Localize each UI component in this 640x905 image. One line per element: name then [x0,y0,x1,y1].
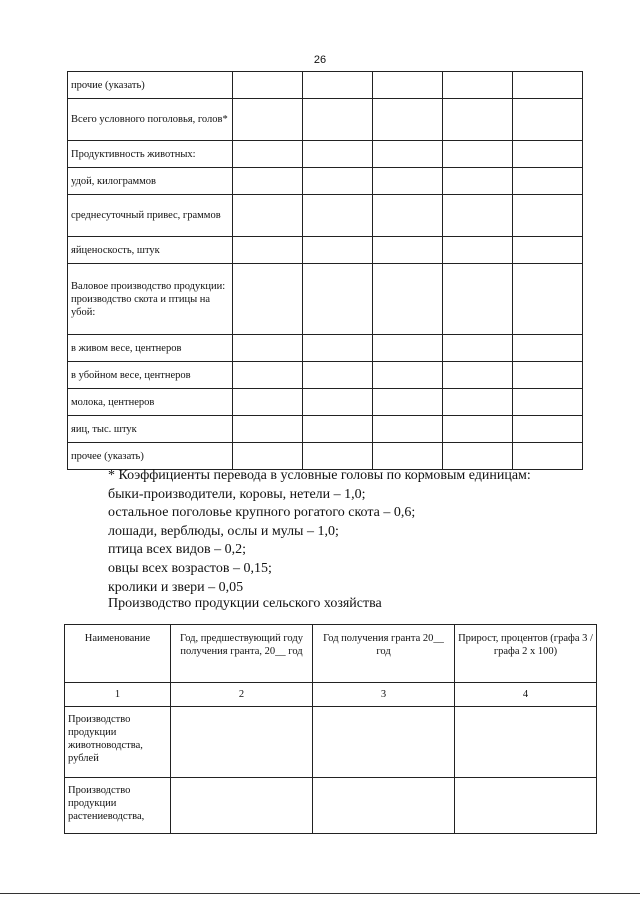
table-row [68,335,583,362]
row-label: яиц, тыс. штук [68,416,233,443]
note-line: овцы всех возрастов – 0,15; [108,560,272,576]
table-row [68,141,583,168]
column-header: Наименование [65,625,171,683]
table-row [68,416,583,443]
row-label: удой, килограммов [68,168,233,195]
table-row [68,237,583,264]
row-label: Производство продукции животноводства, рублей [65,707,171,778]
table-row [65,778,597,834]
column-header: Прирост, процентов (графа 3 / графа 2 х 100) [455,625,597,683]
note-line: * Коэффициенты перевода в условные головы по кормовым единицам: [108,468,531,483]
row-label: Продуктивность животных: [68,141,233,168]
row-label: прочие (указать) [68,72,233,99]
column-number-row [65,683,597,707]
column-number: 2 [171,683,313,707]
table-row [68,443,583,470]
column-number: 3 [313,683,455,707]
table-row [68,264,583,335]
production-table [64,624,597,834]
row-label: прочее (указать) [68,443,233,470]
note-line: быки-производители, коровы, нетели – 1,0; [108,486,366,502]
table-row [68,195,583,237]
table-row [68,72,583,99]
row-label: Валовое производство продукции: производство скота и птицы на убой: [68,264,233,335]
row-label: яйценоскость, штук [68,237,233,264]
row-label: молока, центнеров [68,389,233,416]
column-number: 1 [65,683,171,707]
row-label: Всего условного поголовья, голов* [68,99,233,141]
row-label: среднесуточный привес, граммов [68,195,233,237]
table-row [68,99,583,141]
note-line: лошади, верблюды, ослы и мулы – 1,0; [108,523,339,539]
column-header: Год получения гранта 20__ год [313,625,455,683]
livestock-table [67,71,583,470]
table-header-row [65,625,597,683]
note-line: птица всех видов – 0,2; [108,542,246,558]
row-label: в убойном весе, центнеров [68,362,233,389]
section-title: Производство продукции сельского хозяйства [108,596,382,611]
column-number: 4 [455,683,597,707]
table-row [68,168,583,195]
page-number: 26 [313,54,327,66]
table-row [65,707,597,778]
table-row [68,389,583,416]
row-label: в живом весе, центнеров [68,335,233,362]
row-label: Производство продукции растениеводства, [65,778,171,834]
note-line: кролики и звери – 0,05 [108,579,244,595]
note-line: остальное поголовье крупного рогатого скота – 0,6; [108,505,416,521]
table-row [68,362,583,389]
column-header: Год, предшествующий году получения гранта, 20__ год [171,625,313,683]
page-bottom-rule [0,893,640,894]
conversion-note [108,467,531,597]
